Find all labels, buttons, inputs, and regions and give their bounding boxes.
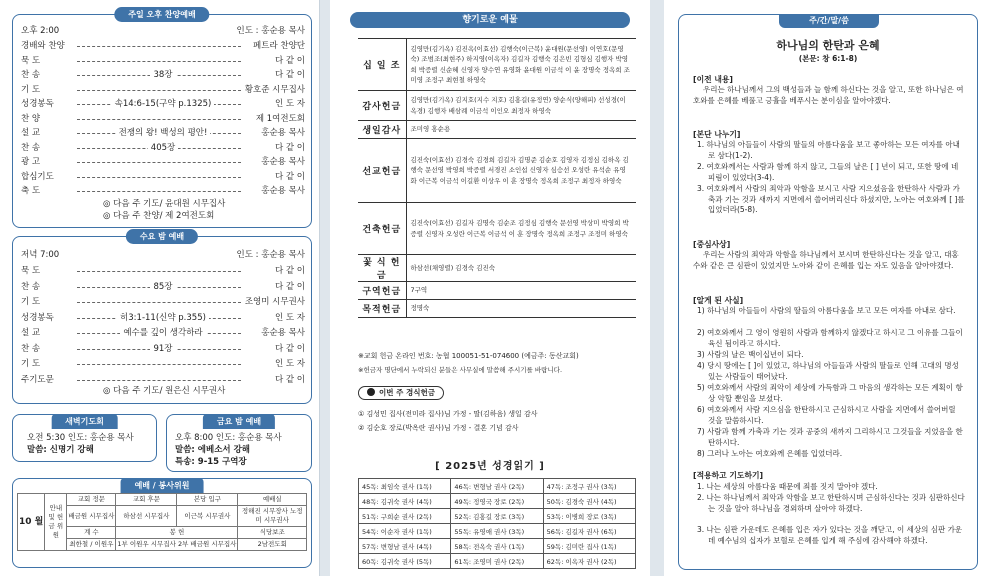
sunday-item-person: 제 1여전도회 xyxy=(255,113,305,124)
list-item: 6) 여호와께서 사람 지으심을 한탄하시고 근심하시고 사람을 지면에서 쓸어버릴 것을 말씀하시다. xyxy=(697,405,956,425)
bible-reading-cell: 57독: 변형남 권사 (4독) xyxy=(359,539,451,554)
service-cell: 2남전도회 xyxy=(238,539,307,551)
bible-reading-cell: 51독: 구희순 권사 (2독) xyxy=(359,509,451,524)
weekly-word-header: 주/간/말/씀 xyxy=(779,14,879,28)
sunday-next-praise: ◎ 다음 주 찬양/ 제 2여전도회 xyxy=(103,211,215,221)
sunday-leader: 인도 : 홍순용 목사 xyxy=(236,26,305,36)
list-item: 3) 사람의 날은 백이십년이 되다. xyxy=(697,350,804,359)
sunday-item-person: 인 도 자 xyxy=(274,99,305,109)
bible-reading-cell: 58독: 전옥숙 권사 (1독) xyxy=(451,539,543,554)
wednesday-item-person: 인 도 자 xyxy=(274,312,305,323)
record-icon xyxy=(367,388,375,396)
service-cell: 배금원 시무집사 xyxy=(67,506,116,527)
friday-time: 오후 8:00 인도: 홍순용 목사 xyxy=(175,433,282,443)
bible-reading-row xyxy=(359,539,636,554)
wednesday-item-label: 찬 송 xyxy=(21,281,41,292)
sunday-item-label: 경배와 찬양 xyxy=(21,41,65,51)
sunday-item-label: 합심기도 xyxy=(21,171,54,182)
section-paragraph: 우리는 사람의 죄악과 악함을 하나님께서 보시며 한탄하신다는 것을 알고, 대홍수와 같은 큰 심판이 있었지만 노아와 같이 은혜를 입는 자도 있음을 알아야겠다. xyxy=(693,250,959,270)
sunday-item-label: 성경봉독 xyxy=(21,99,54,109)
sunday-item-person: 페트라 찬양단 xyxy=(253,41,305,51)
sunday-item-label: 찬 양 xyxy=(21,113,41,124)
bible-reading-cell: 47독: 조정구 권사 (3독) xyxy=(543,479,635,494)
online-account-note: ※교회 헌금 온라인 번호: 농협 100051-51-074600 (예금주: 동산교회) xyxy=(358,352,579,360)
bible-reading-cell: 50독: 김경숙 권사 (4독) xyxy=(543,494,635,509)
wednesday-item-detail: 예수를 깊이 생각하라 xyxy=(21,327,305,340)
wednesday-item-person: 조영미 시무권사 xyxy=(244,297,305,307)
dawn-prayer-time: 오전 5:30 인도: 홍순용 목사 xyxy=(27,433,134,443)
wednesday-service-box xyxy=(12,232,312,404)
dotted-leader xyxy=(77,271,241,272)
wednesday-order-row xyxy=(21,343,305,356)
list-item: 2. 여호와께서는 사람과 함께 하지 않고, 그들의 날은 [ ] 년이 되고, 또한 땅에 네피림이 있었다(3-4). xyxy=(697,162,959,182)
sunday-item-person: 홍순용 목사 xyxy=(261,186,305,196)
offering-names: 정명숙 xyxy=(406,300,636,318)
sunday-service-box xyxy=(12,10,312,228)
section-heading: [이전 내용] xyxy=(693,75,733,84)
service-head-cell: 교회 정문 xyxy=(67,494,116,506)
wednesday-item-person: 다 같 이 xyxy=(274,281,305,292)
sermon-title: 하나님의 한탄과 은혜 xyxy=(776,39,880,52)
section-heading: [중심사상] xyxy=(693,240,731,249)
dotted-leader xyxy=(77,302,241,303)
wednesday-item-detail: 91장 xyxy=(21,343,305,356)
wednesday-order-row xyxy=(21,327,305,340)
wednesday-order-row xyxy=(21,358,305,371)
sunday-order-row xyxy=(21,69,305,82)
sunday-item-person: 홍순용 목사 xyxy=(261,128,305,138)
sunday-next-prayer: ◎ 다음 주 기도/ 윤대원 시무집사 xyxy=(103,199,226,209)
event-item: ② 김순호 장로(박옥란 권사)님 가정 - 결혼 기념 감사 xyxy=(358,424,519,432)
bible-reading-cell: 62독: 이옥자 권사 (2독) xyxy=(543,554,635,569)
section-heading: [본단 나누기] xyxy=(693,130,741,139)
dawn-prayer-title: 새벽기도회 xyxy=(51,414,118,429)
sunday-item-detail: 전쟁의 왕! 백성의 평안! xyxy=(21,127,305,140)
offering-category: 목적헌금 xyxy=(358,300,406,318)
dotted-leader xyxy=(77,364,241,365)
section-heading: [적용하고 기도하기] xyxy=(693,471,764,480)
offering-names: 김진숙(이효선) 김길자 김명숙 김순조 김정심 김행숙 문선영 박상미 박영희 박증렬 신영자 오성란 이근복 이금석 이 훈 장명숙 정옥희 조정구 조정미 하영숙 xyxy=(406,203,636,255)
wednesday-order-row xyxy=(21,296,305,309)
service-cell: 정해진 시무장사 노정미 시무권사 xyxy=(238,506,307,527)
sunday-time: 오후 2:00 xyxy=(21,26,60,36)
wednesday-item-person: 다 같 이 xyxy=(274,266,305,276)
sunday-order-row xyxy=(21,185,305,198)
sunday-order-row xyxy=(21,171,305,184)
offering-row xyxy=(358,91,636,121)
worship-order-panel xyxy=(0,0,320,576)
dotted-leader xyxy=(77,46,241,47)
sunday-item-person: 홍순용 목사 xyxy=(261,157,305,167)
offering-category: 구역헌금 xyxy=(358,282,406,300)
events-title: 이번 주 경식헌금 xyxy=(379,388,435,397)
sunday-item-label: 기 도 xyxy=(21,84,41,95)
service-head-cell: 본당 입구 xyxy=(177,494,238,506)
service-role: 안내 및 헌금 위원 xyxy=(45,494,67,551)
service-head-cell: 계 수 xyxy=(67,527,116,539)
sunday-item-detail: 속14:6-15(구약 p.1325) xyxy=(21,98,305,111)
weekly-word-panel xyxy=(664,0,990,576)
sunday-item-person: 다 같 이 xyxy=(274,70,305,80)
wednesday-item-label: 주기도문 xyxy=(21,374,54,385)
list-item: 5) 여호와께서 사람의 죄악이 세상에 가득함과 그 마음의 생각하는 모든 계획이 항상 악할 뿐임을 보셨다. xyxy=(697,383,963,403)
bible-reading-title: [ 2025년 성경읽기 ] xyxy=(435,461,545,472)
service-cell: 최한철 / 이원우 xyxy=(67,539,116,551)
dotted-leader xyxy=(77,380,241,381)
bible-reading-row xyxy=(359,554,636,569)
bible-reading-cell: 54독: 이순자 권사 (1독) xyxy=(359,524,451,539)
sunday-order-row xyxy=(21,142,305,155)
wednesday-item-detail: 히3:1-11(신약 p.355) xyxy=(21,312,305,325)
friday-service-title: 금요 밤 예배 xyxy=(203,414,275,429)
list-item: 2. 나는 하나님께서 죄악과 악함을 보고 한탄하시며 근심하신다는 것과 심판하신다는 것을 알아 하나님을 경외하며 살아야 하겠다. xyxy=(697,493,965,513)
sunday-order-row xyxy=(21,127,305,140)
sunday-order-row xyxy=(21,98,305,111)
service-cell: 하삼선 시무집사 xyxy=(116,506,177,527)
offering-category: 선교헌금 xyxy=(358,139,406,203)
dawn-prayer-word: 말씀: 신명기 강해 xyxy=(27,445,94,455)
sunday-item-label: 설 교 xyxy=(21,128,41,138)
list-item: 1) 하나님의 아들들이 사람의 딸들의 아름다움을 보고 모든 여자를 아내로 삼다. xyxy=(697,306,956,315)
wednesday-item-person: 홍순용 목사 xyxy=(261,328,305,338)
service-head-cell: 식당보조 xyxy=(238,527,307,539)
offering-names: 조미영 홍순용 xyxy=(406,121,636,139)
sunday-order-row xyxy=(21,113,305,126)
wednesday-item-detail: 85장 xyxy=(21,281,305,294)
bible-reading-cell: 53독: 이병희 장로 (3독) xyxy=(543,509,635,524)
sunday-item-person: 다 같 이 xyxy=(274,55,305,66)
sunday-service-title: 주일 오후 찬양예배 xyxy=(114,7,209,22)
dawn-prayer-box xyxy=(12,414,157,462)
sunday-item-person: 다 같 이 xyxy=(274,142,305,153)
service-head-cell: 예배실 xyxy=(238,494,307,506)
offering-category: 건축헌금 xyxy=(358,203,406,255)
offering-category: 십 일 조 xyxy=(358,39,406,91)
friday-service-box xyxy=(166,414,312,472)
bible-reading-cell: 55독: 유영애 권사 (3독) xyxy=(451,524,543,539)
wednesday-item-label: 묵 도 xyxy=(21,266,41,276)
service-cell: 1부 이원우 시무집사 2부 배금원 시무집사 xyxy=(116,539,238,551)
offering-names: 하삼선(채영렬) 김경숙 김진숙 xyxy=(406,255,636,282)
section-heading: [알게 된 사실] xyxy=(693,296,744,305)
wednesday-item-label: 기 도 xyxy=(21,297,41,307)
wednesday-item-label: 찬 송 xyxy=(21,343,41,354)
wednesday-item-person: 다 같 이 xyxy=(274,343,305,354)
service-cell: 이근복 시무권사 xyxy=(177,506,238,527)
sunday-item-label: 찬 송 xyxy=(21,70,41,80)
bible-reading-row xyxy=(359,494,636,509)
sermon-passage: (본문: 창 6:1-8) xyxy=(798,54,858,63)
section-paragraph: 우리는 하나님께서 그의 백성들과 늘 함께 하신다는 것을 알고, 또한 하나님은 여호와를 은혜를 베풀고 긍휼을 베푸시는 분이심을 알아야겠다. xyxy=(693,85,964,105)
service-head-cell: 교회 후문 xyxy=(116,494,177,506)
bible-reading-cell: 56독: 김길자 권사 (6독) xyxy=(543,524,635,539)
offering-category: 감사헌금 xyxy=(358,91,406,121)
offering-names: 김영만(김기옥) 김지호(지수 지호) 김홍길(유정연) 양순식(양해피) 선성경(이옥경) 김행자 배삼례 이금석 이인오 최정자 하영숙 xyxy=(406,91,636,121)
bible-reading-row xyxy=(359,524,636,539)
service-month: 10 월 xyxy=(18,494,45,551)
offering-names: 김영만(김기옥) 김진옥(이효선) 김행숙(이근복) 윤대원(문선영) 이연호(문영숙) 조범조(최현주) 하지영(이옥자) 김길자 김행숙 김은빈 김형심 김행자 박영희 박증렬 신순혜 신영자 양수연 유영화 윤대원 이금석 이 윤 장명숙 정옥희 조미영 조정구 최현철 하영숙 xyxy=(406,39,636,91)
sunday-item-detail: 38장 xyxy=(21,69,305,82)
service-volunteers-table xyxy=(17,493,307,551)
sunday-item-label: 광 고 xyxy=(21,157,41,167)
sunday-item-person: 다 같 이 xyxy=(274,171,305,182)
sunday-item-label: 축 도 xyxy=(21,186,41,196)
sunday-item-label: 묵 도 xyxy=(21,55,41,66)
bible-reading-cell: 48독: 김귀숙 권사 (4독) xyxy=(359,494,451,509)
offering-row xyxy=(358,139,636,203)
dotted-leader xyxy=(77,90,241,91)
list-item: 1. 하나님의 아들들이 사람의 딸들의 아름다움을 보고 좋아하는 모든 여자를 아내로 삼다(1-2). xyxy=(697,140,960,160)
bible-reading-cell: 49독: 정영국 장로 (2독) xyxy=(451,494,543,509)
offering-row xyxy=(358,255,636,282)
dotted-leader xyxy=(77,191,241,192)
bible-reading-cell: 59독: 김미란 집사 (1독) xyxy=(543,539,635,554)
wednesday-item-label: 성경봉독 xyxy=(21,312,54,323)
list-item: 2) 여호와께서 그 영이 영원히 사람과 함께하지 않겠다고 하시고 그 이유를 그들이 육신 됨이라고 하시다. xyxy=(697,328,963,348)
sunday-time-row xyxy=(21,25,305,38)
bible-reading-cell: 45독: 최임숙 권사 (1독) xyxy=(359,479,451,494)
sunday-item-label: 찬 송 xyxy=(21,142,41,153)
dotted-leader xyxy=(77,177,241,178)
bible-reading-cell: 46독: 변형남 권사 (2독) xyxy=(451,479,543,494)
list-item: 3. 나는 심판 가운데도 은혜를 입은 자가 있다는 것을 깨닫고, 이 세상의 심판 가운데 예수님의 십자가 보혈로 은혜를 입게 해 주심에 감사해야 하겠다. xyxy=(697,525,963,545)
list-item: 8) 그러나 노아는 여호와께 은혜를 입었더라. xyxy=(697,449,843,458)
offering-category: 생일감사 xyxy=(358,121,406,139)
offering-panel xyxy=(330,0,650,576)
events-badge xyxy=(358,386,444,400)
offering-category: 꽃 식 헌 금 xyxy=(358,255,406,282)
list-item: 4) 당시 땅에는 [ ]이 있었고, 하나님의 아들들과 사람의 딸들로 인해 고대의 명성있는 사람들이 태어났다. xyxy=(697,361,959,381)
event-item: ① 김성민 집사(전미라 집사)님 가정 - 딸(김하음) 생일 감사 xyxy=(358,410,538,418)
wednesday-item-person: 인 도 자 xyxy=(274,359,305,369)
offering-title: 향기로운 예물 xyxy=(350,12,630,28)
friday-word: 말씀: 에베소서 강해 xyxy=(175,445,251,455)
wednesday-time-row xyxy=(21,249,305,262)
wednesday-order-row xyxy=(21,281,305,294)
bible-reading-table xyxy=(358,478,636,569)
sunday-order-row xyxy=(21,55,305,68)
friday-special: 특송: 9-15 구역장 xyxy=(175,457,247,467)
list-item: 1. 나는 세상의 아름다움 때문에 죄를 짓지 말아야 겠다. xyxy=(697,482,878,491)
offering-row xyxy=(358,282,636,300)
offering-names: 김진숙(이효선) 김경숙 김경희 김길자 김명준 김순호 김영자 김정심 김하옥 김행숙 문선영 박영희 박증렬 서경진 소인섭 신영자 심승선 오성란 유석순 유영화 이근복 이금석 이길환 이상우 이 훈 장명숙 정옥희 조정구 최정자 하영숙 xyxy=(406,139,636,203)
offering-row xyxy=(358,300,636,318)
dotted-leader xyxy=(77,61,241,62)
wednesday-item-person: 다 같 이 xyxy=(274,374,305,385)
list-item: 3. 여호와께서 사람의 죄악과 악함을 보시고 사람 지으셨음을 한탄하사 사람과 가축과 기는 것과 새까지 지면에서 쓸어버리신다 하셨지만, 노아는 여호와께 [ ]를 입었더라(5-8). xyxy=(697,184,965,214)
sunday-order-row xyxy=(21,84,305,97)
bible-reading-row xyxy=(359,479,636,494)
bible-reading-cell: 61독: 조영미 권사 (2독) xyxy=(451,554,543,569)
wednesday-service-title: 수요 밤 예배 xyxy=(126,229,198,244)
wednesday-leader: 인도 : 홍순용 목사 xyxy=(236,250,305,260)
dotted-leader xyxy=(77,162,241,163)
bible-reading-cell: 60독: 김귀숙 권사 (5독) xyxy=(359,554,451,569)
wednesday-time: 저녁 7:00 xyxy=(21,250,60,260)
offering-row xyxy=(358,203,636,255)
wednesday-next-prayer: ◎ 다음 주 기도/ 원은신 시무권사 xyxy=(103,386,226,396)
dotted-leader xyxy=(77,119,241,120)
sunday-item-detail: 405장 xyxy=(21,142,305,155)
list-item: 7) 사람과 함께 가축과 기는 것과 공중의 새까지 그리하시고 그것들을 지었음을 한탄하시다. xyxy=(697,427,963,447)
bible-reading-cell: 52독: 김홍길 장로 (3독) xyxy=(451,509,543,524)
weekly-word-box xyxy=(678,14,978,570)
missing-names-note: ※헌금자 명단에서 누락되신 분들은 사무실에 말씀해 주시기를 바랍니다. xyxy=(358,366,563,374)
wednesday-order-row xyxy=(21,312,305,325)
service-volunteers-box xyxy=(12,478,312,568)
wednesday-item-label: 기 도 xyxy=(21,359,41,369)
bible-reading-row xyxy=(359,509,636,524)
wednesday-order-row xyxy=(21,265,305,278)
offering-names: 7구역 xyxy=(406,282,636,300)
offering-table xyxy=(358,38,636,318)
sunday-order-row xyxy=(21,156,305,169)
sunday-order-row xyxy=(21,40,305,53)
offering-row xyxy=(358,121,636,139)
service-head-cell: 봉 헌 xyxy=(116,527,238,539)
offering-row xyxy=(358,39,636,91)
service-volunteers-title: 예배 / 봉사위원 xyxy=(121,478,204,493)
sunday-item-person: 황호준 시무집사 xyxy=(244,84,305,95)
wednesday-item-label: 설 교 xyxy=(21,328,41,338)
